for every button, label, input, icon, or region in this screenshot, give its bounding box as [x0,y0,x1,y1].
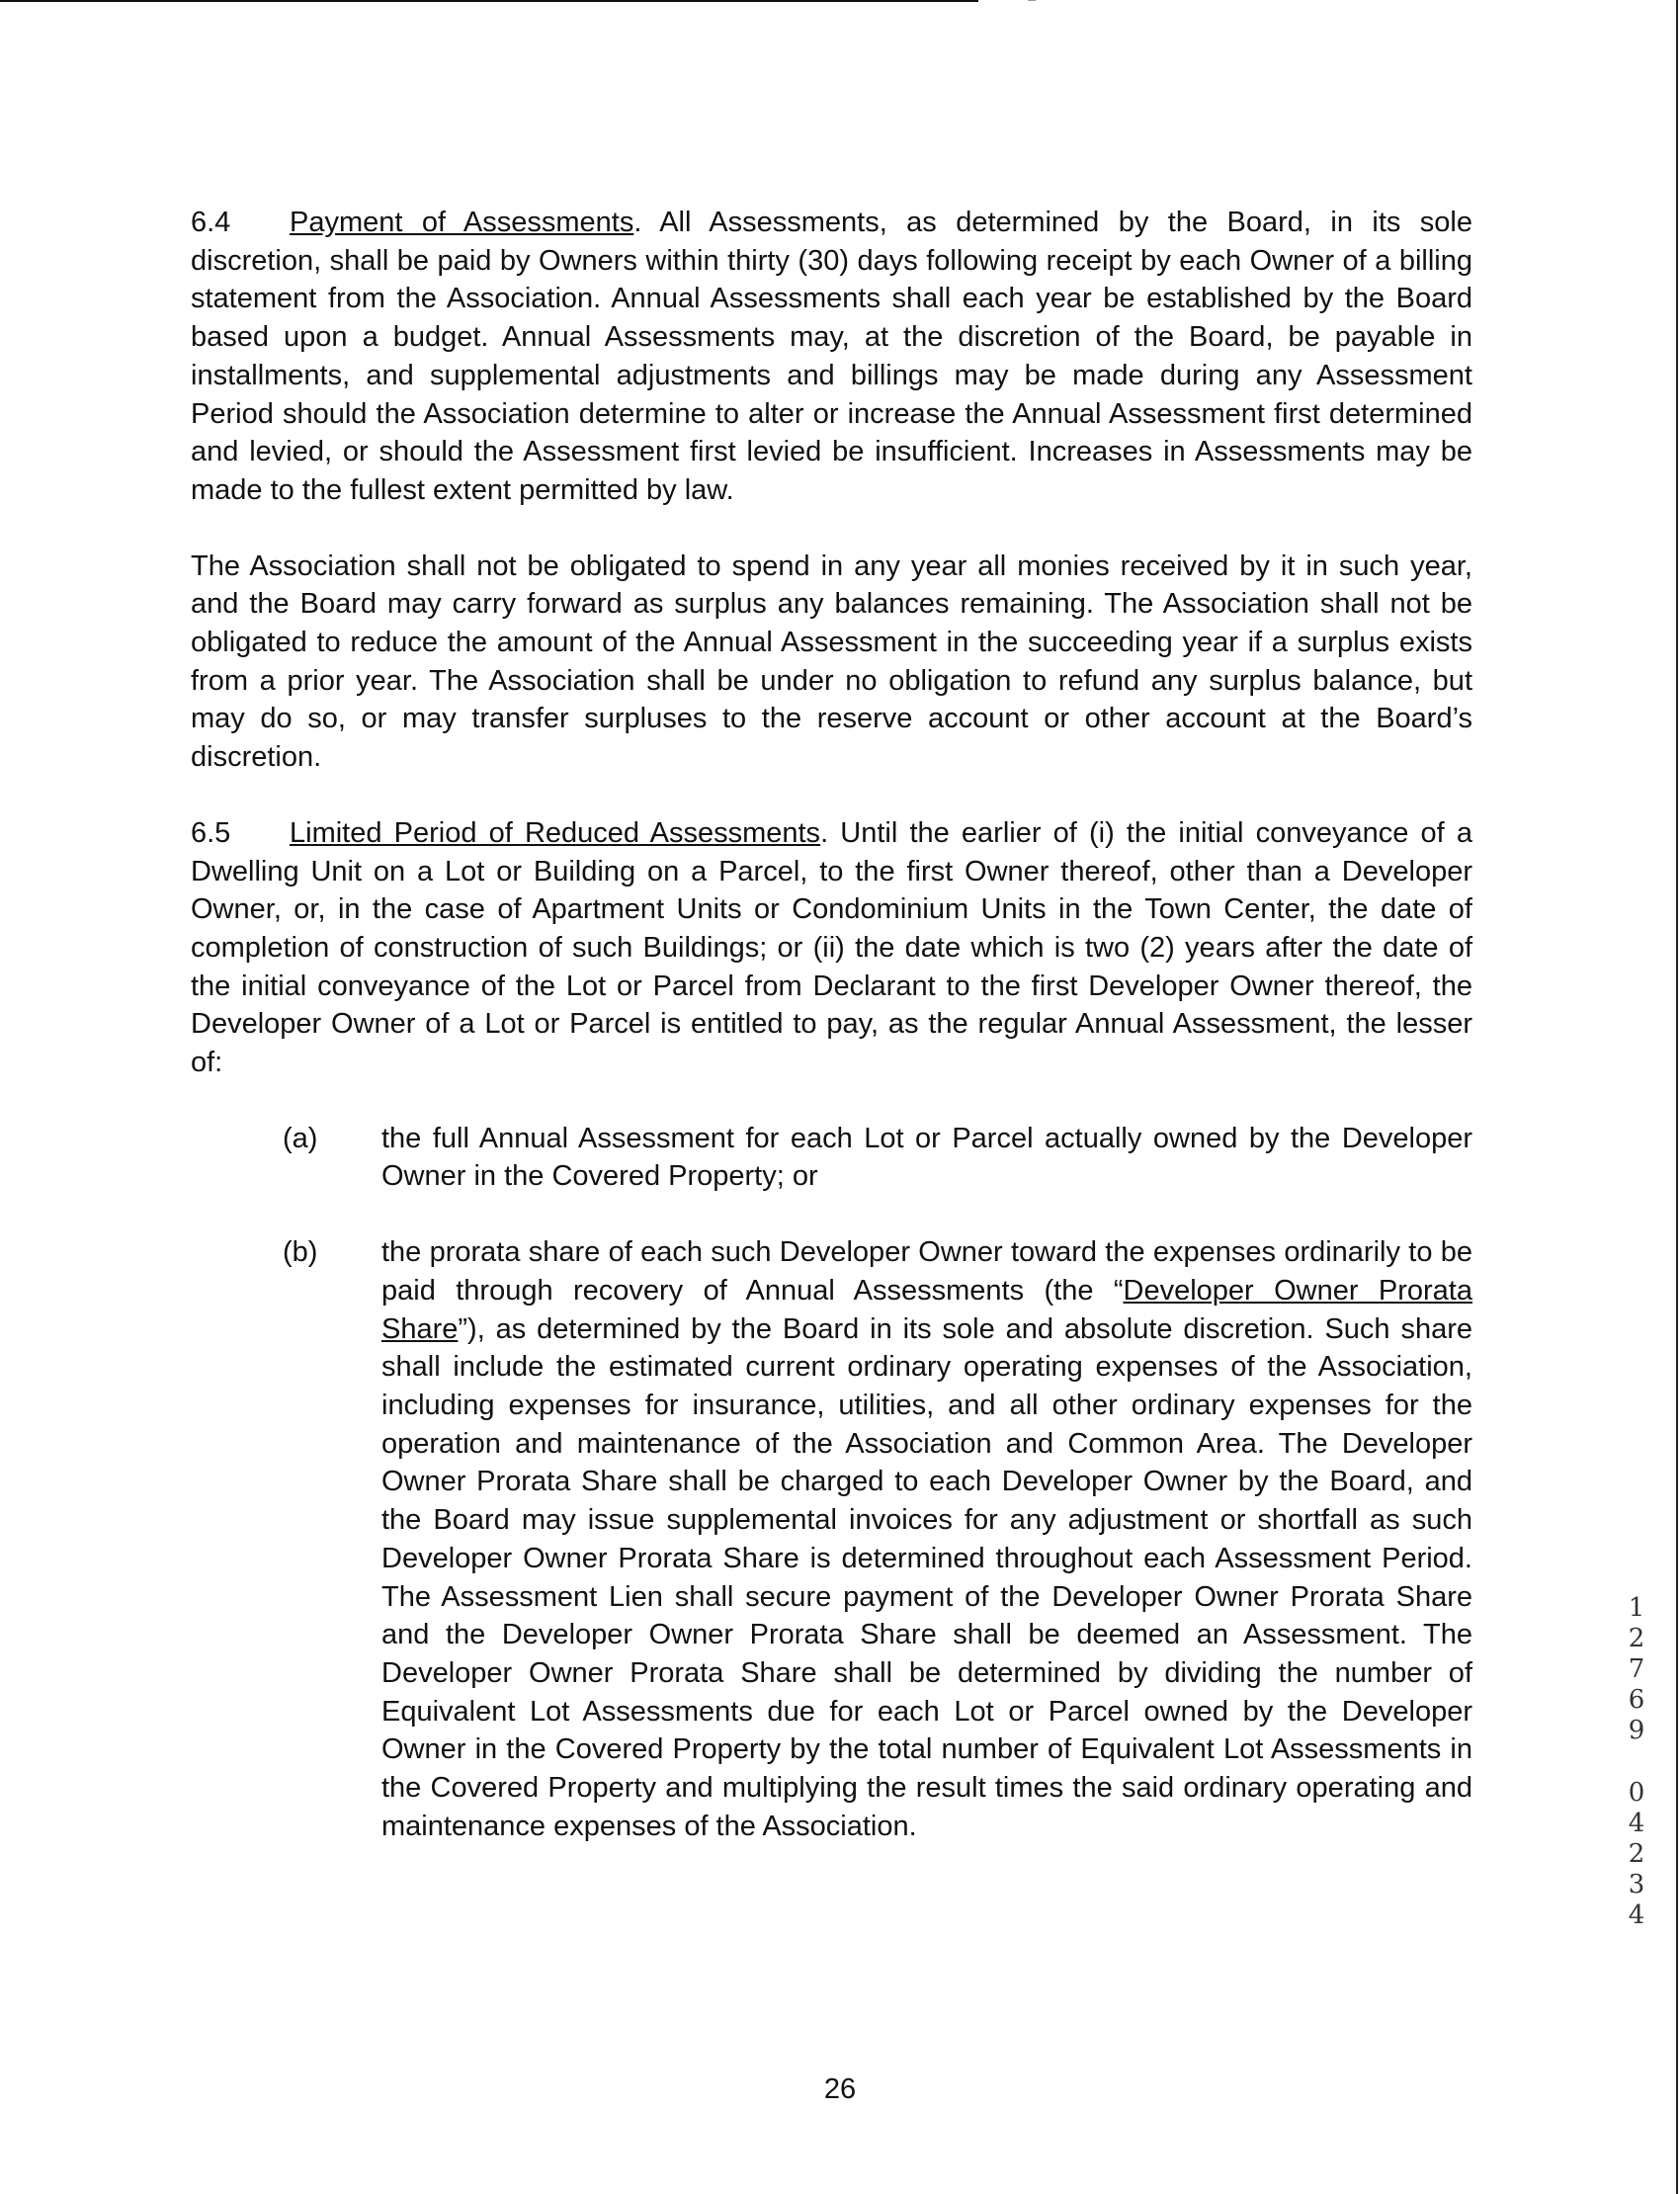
recording-stamp [1621,1593,1652,1931]
defined-term: Developer Owner Prorata Share [381,1274,1472,1345]
stamp-digit: 7 [1628,1654,1645,1684]
stamp-digit: 2 [1628,1839,1645,1869]
section-body: . Until the earlier of (i) the initial conveyance of a Dwelling Unit on a Lot or Building on a Parcel, to the first Owner thereof, other than a Developer Owner, or, in the case of Apartment Units or Condominium Units in the Town Center, the date of completion of construction of such Buildings; or (ii) the date which is two (2) years after the date of the initial conveyance of the Lot or Parcel from Declarant to the first Developer Owner thereof, the Developer Owner of a Lot or Parcel is entitled to pay, as the regular Annual Assessment, the lesser of: [191,816,1473,1079]
section-6-4 [191,204,1472,510]
page-number: 26 [823,2073,857,2105]
stamp-digit: 9 [1628,1716,1645,1745]
list-item-label: (b) [283,1236,318,1269]
stamp-digit: 3 [1628,1870,1645,1899]
top-scan-rule [0,0,978,2]
section-6-5 [191,814,1472,1082]
section-title: Limited Period of Reduced Assessments [290,816,821,849]
list-item-a [283,1120,1472,1196]
list-item-text-after: ”), as determined by the Board in its sole and absolute discretion. Such share shall include the estimated current ordinary operating expenses of the Association, including expenses for insurance, utilities, and all other ordinary expenses for the operation and maintenance of the Association and Common Area. The Developer Owner Prorata Share shall be charged to each Developer Owner by the Board, and the Board may issue supplemental invoices for any adjustment or shortfall as such Developer Owner Prorata Share is determined throughout each Assessment Period. The Assessment Lien shall secure payment of the Developer Owner Prorata Share and the Developer Owner Prorata Share shall be deemed an Assessment. The Developer Owner Prorata Share shall be determined by dividing the number of Equivalent Lot Assessments due for each Lot or Parcel owned by the Developer Owner in the Covered Property by the total number of Equivalent Lot Assessments in the Covered Property and multiplying the result times the said ordinary operating and maintenance expenses of the Association. [381,1312,1472,1842]
stamp-digit: 4 [1628,1809,1645,1838]
list-item-label: (a) [283,1122,318,1154]
document-body [191,204,1472,1883]
stamp-digit: 4 [1628,1900,1645,1930]
stamp-gap [1621,1746,1652,1778]
list-item-text-before: the prorata share of each such Developer Owner toward the expenses ordinarily to be paid through recovery of Annual Assessments (the “ [381,1236,1472,1307]
stamp-digit: 6 [1628,1685,1645,1715]
section-title: Payment of Assessments [290,207,634,238]
stamp-digit: 2 [1628,1624,1645,1653]
association-paragraph: The Association shall not be obligated to spend in any year all monies received by it in such year, and the Board may carry forward as surplus any balances remaining. The Association shall not be obligated to reduce the amount of the Annual Assessment in the succeeding year if a surplus exists from a prior year. The Association shall be under no obligation to refund any surplus balance, but may do so, or may transfer surpluses to the reserve account or other account at the Board’s discretion. [191,549,1472,774]
list-item-text: the full Annual Assessment for each Lot or Parcel actually owned by the Developer Owner in the Covered Property; or [381,1122,1472,1193]
list-item-b [283,1233,1472,1845]
right-scan-edge [1676,0,1678,2194]
section-number: 6.5 [191,816,231,849]
top-scan-tick [1028,0,1036,1]
lesser-of-list [283,1120,1472,1846]
section-number: 6.4 [191,207,231,238]
stamp-digit: 0 [1628,1778,1645,1808]
stamp-digit: 1 [1628,1593,1645,1623]
list-item-text [381,1233,1472,1845]
section-body: . All Assessments, as determined by the Board, in its sole discretion, shall be paid by Owners within thirty (30) days following receipt by each Owner of a billing statement from the Association. Annual Assessments shall each year be established by the Board based upon a budget. Annual Assessments may, at the discretion of the Board, be payable in installments, and supplemental adjustments and billings may be made during any Assessment Period should the Association determine to alter or increase the Annual Assessment first determined and levied, or should the Assessment first levied be insufficient. Increases in Assessments may be made to the fullest extent permitted by law. [191,207,1472,506]
